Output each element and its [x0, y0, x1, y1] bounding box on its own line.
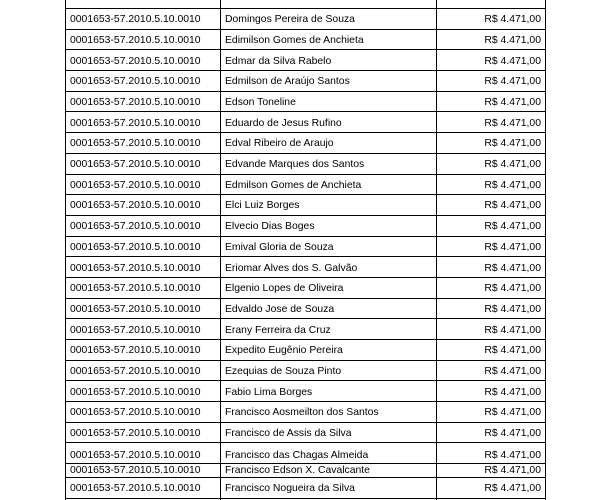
table-row: [66, 153, 546, 174]
table-row: [66, 112, 546, 133]
value-cell: R$ 4.471,00: [437, 112, 546, 133]
name-cell: Elvecio Dias Boges: [221, 215, 437, 236]
table-row: [66, 464, 546, 478]
table-row: [66, 50, 546, 71]
name-cell: Edimilson Gomes de Anchieta: [221, 29, 437, 50]
name-cell: Francisco Nogueira da Silva: [221, 478, 437, 499]
name-cell: Eriomar Alves dos S. Galvão: [221, 257, 437, 278]
name-cell: Elgenio Lopes de Oliveira: [221, 277, 437, 298]
value-cell: R$ 4.471,00: [437, 443, 546, 464]
value-cell: R$ 4.471,00: [437, 236, 546, 257]
value-cell: R$ 4.471,00: [437, 91, 546, 112]
value-cell: R$ 4.471,00: [437, 319, 546, 340]
name-cell: Eduardo de Jesus Rufino: [221, 112, 437, 133]
table-row: [66, 257, 546, 278]
process-number-cell: [66, 0, 221, 9]
value-cell: R$ 4.471,00: [437, 174, 546, 195]
name-cell: Edmar da Silva Rabelo: [221, 50, 437, 71]
process-number-cell: 0001653-57.2010.5.10.0010: [66, 133, 221, 154]
table-row: [66, 360, 546, 381]
value-cell: R$ 4.471,00: [437, 464, 546, 478]
process-number-cell: 0001653-57.2010.5.10.0010: [66, 91, 221, 112]
table-row: [66, 319, 546, 340]
value-cell: R$ 4.471,00: [437, 9, 546, 30]
process-number-cell: 0001653-57.2010.5.10.0010: [66, 9, 221, 30]
process-number-cell: 0001653-57.2010.5.10.0010: [66, 112, 221, 133]
table-row: [66, 0, 546, 9]
table-row: [66, 402, 546, 423]
name-cell: Expedito Eugênio Pereira: [221, 340, 437, 361]
process-number-cell: 0001653-57.2010.5.10.0010: [66, 236, 221, 257]
name-cell: Erany Ferreira da Cruz: [221, 319, 437, 340]
value-cell: R$ 4.471,00: [437, 277, 546, 298]
name-cell: [221, 0, 437, 9]
name-cell: Edson Toneline: [221, 91, 437, 112]
value-cell: R$ 4.471,00: [437, 195, 546, 216]
process-number-cell: 0001653-57.2010.5.10.0010: [66, 50, 221, 71]
value-cell: R$ 4.471,00: [437, 215, 546, 236]
name-cell: Edvande Marques dos Santos: [221, 153, 437, 174]
table-row: [66, 236, 546, 257]
name-cell: Francisco de Assis da Silva: [221, 422, 437, 443]
process-number-cell: 0001653-57.2010.5.10.0010: [66, 153, 221, 174]
process-number-cell: 0001653-57.2010.5.10.0010: [66, 422, 221, 443]
name-cell: Francisco Aosmeilton dos Santos: [221, 402, 437, 423]
value-cell: R$ 4.471,00: [437, 422, 546, 443]
process-number-cell: 0001653-57.2010.5.10.0010: [66, 277, 221, 298]
value-cell: R$ 4.471,00: [437, 298, 546, 319]
table-row: [66, 298, 546, 319]
process-number-cell: 0001653-57.2010.5.10.0010: [66, 195, 221, 216]
table-row: [66, 277, 546, 298]
table-row: [66, 422, 546, 443]
table-row: [66, 443, 546, 464]
table-row: [66, 9, 546, 30]
table-row: [66, 174, 546, 195]
table-row: [66, 340, 546, 361]
table-row: [66, 71, 546, 92]
name-cell: Domingos Pereira de Souza: [221, 9, 437, 30]
process-number-cell: 0001653-57.2010.5.10.0010: [66, 381, 221, 402]
name-cell: Emival Gloria de Souza: [221, 236, 437, 257]
value-cell: R$ 4.471,00: [437, 360, 546, 381]
table-row: [66, 381, 546, 402]
name-cell: Edval Ribeiro de Araujo: [221, 133, 437, 154]
name-cell: Ezequias de Souza Pinto: [221, 360, 437, 381]
process-number-cell: 0001653-57.2010.5.10.0010: [66, 402, 221, 423]
process-number-cell: 0001653-57.2010.5.10.0010: [66, 29, 221, 50]
name-cell: Edvaldo Jose de Souza: [221, 298, 437, 319]
value-cell: R$ 4.471,00: [437, 153, 546, 174]
value-cell: R$ 4.471,00: [437, 257, 546, 278]
process-number-cell: 0001653-57.2010.5.10.0010: [66, 298, 221, 319]
value-cell: [437, 0, 546, 9]
process-number-cell: 0001653-57.2010.5.10.0010: [66, 257, 221, 278]
process-number-cell: 0001653-57.2010.5.10.0010: [66, 443, 221, 464]
table-row: [66, 133, 546, 154]
process-number-cell: 0001653-57.2010.5.10.0010: [66, 340, 221, 361]
name-cell: Francisco das Chagas Almeida: [221, 443, 437, 464]
process-number-cell: 0001653-57.2010.5.10.0010: [66, 215, 221, 236]
process-number-cell: 0001653-57.2010.5.10.0010: [66, 319, 221, 340]
value-cell: R$ 4.471,00: [437, 402, 546, 423]
name-cell: Edmilson Gomes de Anchieta: [221, 174, 437, 195]
value-cell: R$ 4.471,00: [437, 478, 546, 499]
table-row: [66, 478, 546, 499]
process-number-cell: 0001653-57.2010.5.10.0010: [66, 71, 221, 92]
name-cell: Fabio Lima Borges: [221, 381, 437, 402]
value-cell: R$ 4.471,00: [437, 71, 546, 92]
value-cell: R$ 4.471,00: [437, 133, 546, 154]
table-row: [66, 195, 546, 216]
name-cell: Francisco Edson X. Cavalcante: [221, 464, 437, 478]
value-cell: R$ 4.471,00: [437, 381, 546, 402]
value-cell: R$ 4.471,00: [437, 340, 546, 361]
table-row: [66, 29, 546, 50]
table-row: [66, 215, 546, 236]
name-cell: Edmilson de Araújo Santos: [221, 71, 437, 92]
document-table: [65, 0, 546, 500]
table-body: [66, 0, 546, 500]
value-cell: R$ 4.471,00: [437, 29, 546, 50]
process-number-cell: 0001653-57.2010.5.10.0010: [66, 174, 221, 195]
value-cell: R$ 4.471,00: [437, 50, 546, 71]
process-number-cell: 0001653-57.2010.5.10.0010: [66, 464, 221, 478]
process-number-cell: 0001653-57.2010.5.10.0010: [66, 478, 221, 499]
process-number-cell: 0001653-57.2010.5.10.0010: [66, 360, 221, 381]
table-row: [66, 91, 546, 112]
name-cell: Elci Luiz Borges: [221, 195, 437, 216]
